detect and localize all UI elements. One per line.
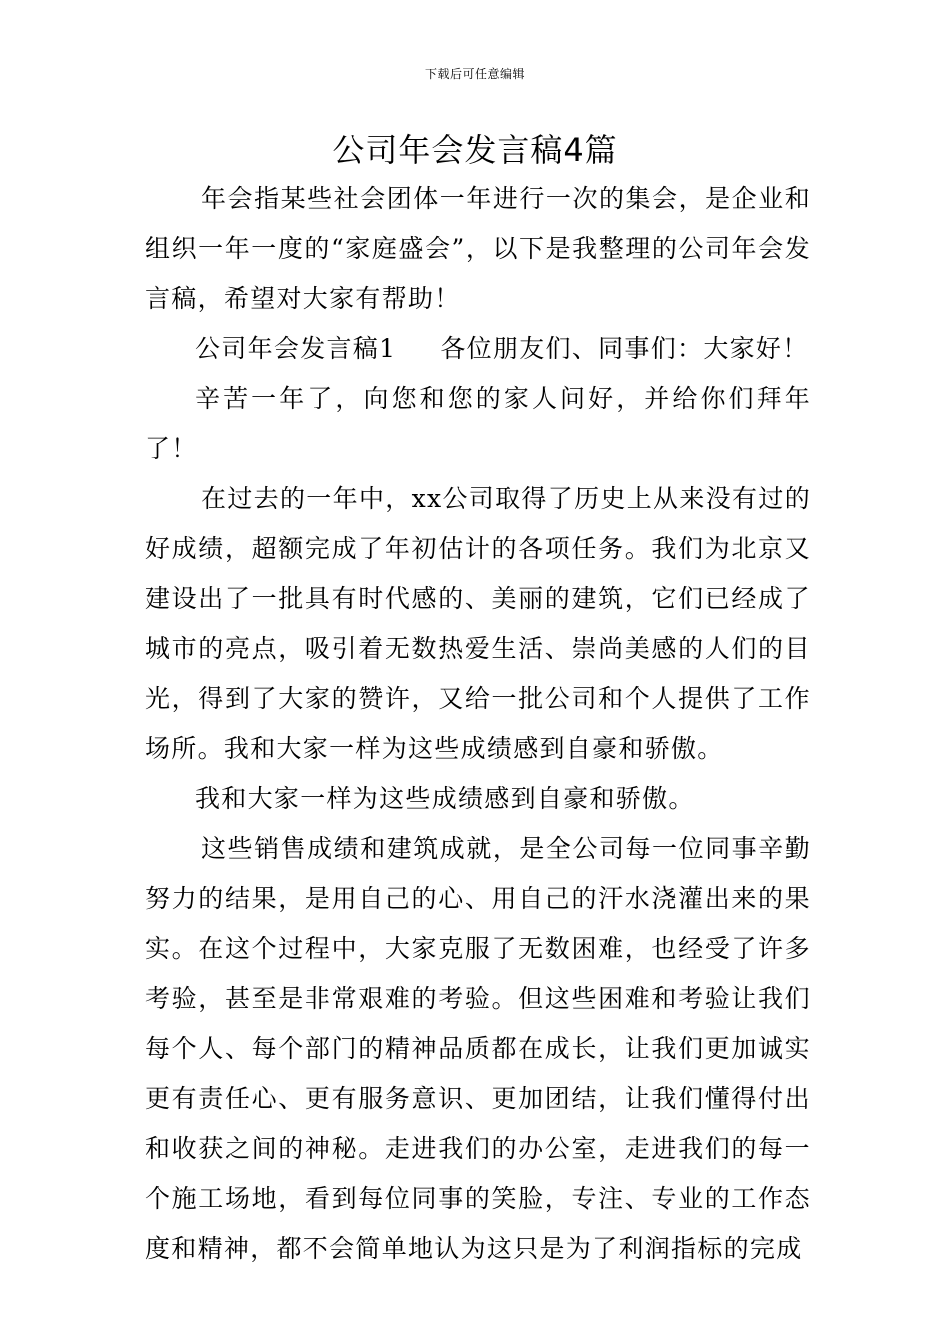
intro-paragraph: 年会指某些社会团体一年进行一次的集会，是企业和组织一年一度的“家庭盛会”，以下是我整理的公司年会发言稿，希望对大家有帮助！ xyxy=(145,184,811,313)
greeting: 各位朋友们、同事们：大家好！ xyxy=(440,334,809,363)
effort-paragraph: 这些销售成绩和建筑成就，是全公司每一位同事辛勤努力的结果，是用自己的心、用自己的汗水浇灌出来的果实。在这个过程中，大家克服了无数困难，也经受了许多考验，甚至是非常艰难的考验。但这些困难和考验让我们每个人、每个部门的精神品质都在成长，让我们更加诚实更有责任心、更有服务意识、更加团结，让我们懂得付出和收获之间的神秘。走进我们的办公室，走进我们的每一个施工场地，看到每位同事的笑脸，专注、专业的工作态度和精神，都不会简单地认为这只是为了利润指标的完成 xyxy=(145,834,811,1263)
document-body xyxy=(145,174,811,1274)
section-heading: 公司年会发言稿1 xyxy=(195,334,397,363)
achievements-paragraph: 在过去的一年中，xx公司取得了历史上从来没有过的好成绩，超额完成了年初估计的各项任务。我们为北京又建设出了一批具有时代感的、美丽的建筑，它们已经成了城市的亮点，吸引着无数热爱生活、崇尚美感的人们的目光，得到了大家的赞许，又给一批公司和个人提供了工作场所。我和大家一样为这些成绩感到自豪和骄傲。 xyxy=(145,484,811,763)
speech-heading-line xyxy=(145,324,811,374)
download-note: 下载后可任意编辑 xyxy=(424,67,525,81)
pride-paragraph: 我和大家一样为这些成绩感到自豪和骄傲。 xyxy=(195,784,695,813)
document-title: 公司年会发言稿4篇 xyxy=(332,131,618,169)
new-year-wishes-paragraph: 辛苦一年了，向您和您的家人问好，并给你们拜年了！ xyxy=(145,384,811,463)
